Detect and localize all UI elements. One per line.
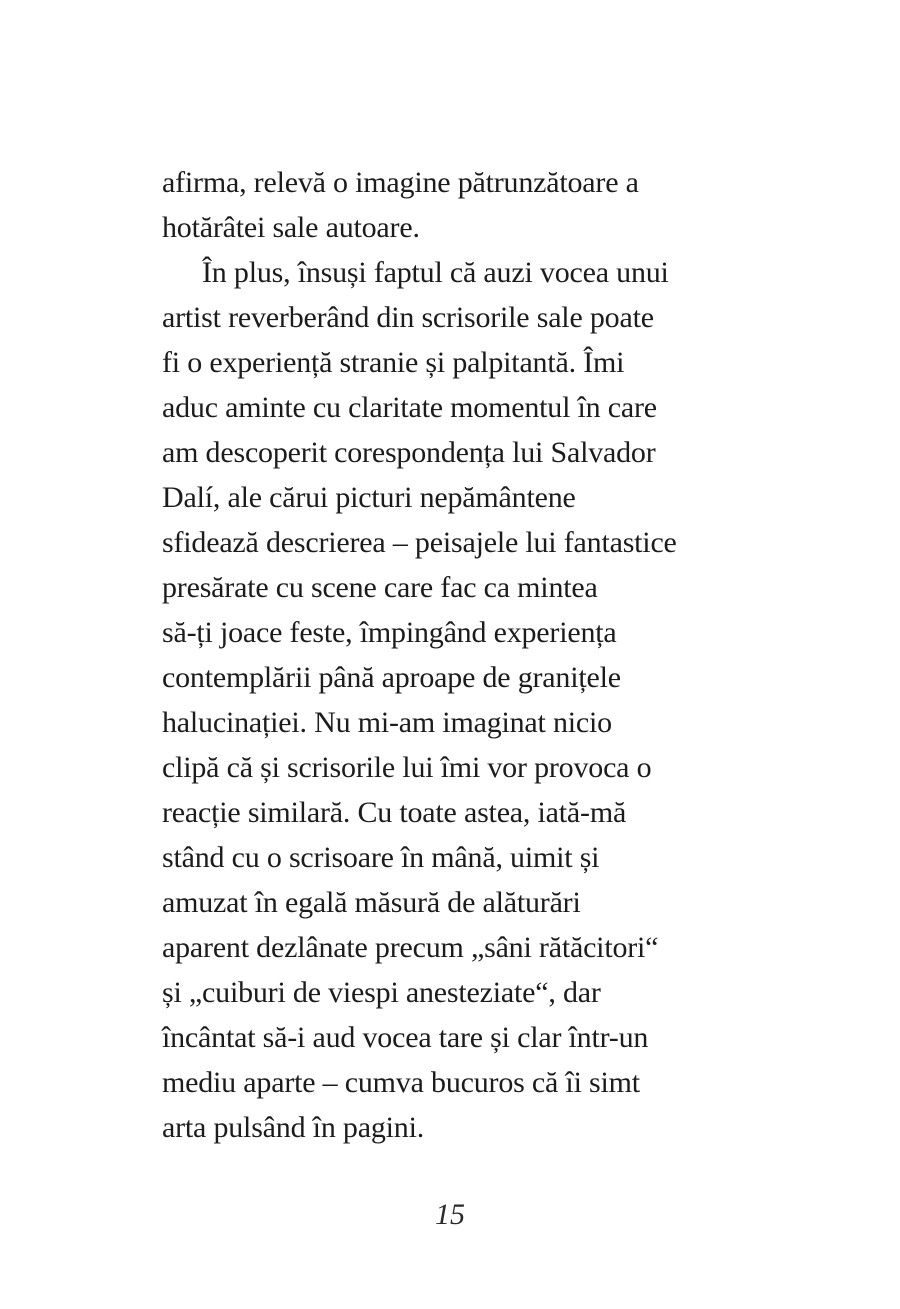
- text-line: artist reverberând din scrisorile sale poate: [162, 301, 654, 334]
- text-line: reacție similară. Cu toate astea, iată-mă: [162, 796, 627, 829]
- text-line: amuzat în egală măsură de alăturări: [162, 886, 581, 919]
- text-line: mediu aparte – cumva bucuros că îi simt: [162, 1066, 640, 1099]
- text-line: aparent dezlânate precum „sâni rătăcitori“: [162, 931, 659, 964]
- text-line: fi o experiență stranie și palpitantă. Îmi: [162, 346, 625, 379]
- page-number: 15: [435, 1198, 465, 1231]
- text-line-paragraph-start: În plus, însuși faptul că auzi vocea unui: [202, 256, 669, 289]
- text-line: clipă că și scrisorile lui îmi vor provoca o: [162, 751, 652, 784]
- text-line: și „cuiburi de viespi anesteziate“, dar: [162, 976, 601, 1009]
- text-line: sfidează descrierea – peisajele lui fantastice: [162, 526, 677, 559]
- text-line: stând cu o scrisoare în mână, uimit și: [162, 841, 600, 874]
- text-line: hotărâtei sale autoare.: [162, 211, 420, 244]
- body-text: [162, 160, 762, 1150]
- text-line: afirma, relevă o imagine pătrunzătoare a: [162, 166, 639, 199]
- text-line: să-ți joace feste, împingând experiența: [162, 616, 617, 649]
- text-line: Dalí, ale cărui picturi nepământene: [162, 481, 576, 514]
- text-line: presărate cu scene care fac ca mintea: [162, 571, 598, 604]
- text-line: aduc aminte cu claritate momentul în care: [162, 391, 657, 424]
- text-line: încântat să-i aud vocea tare și clar într-un: [162, 1021, 649, 1054]
- text-line: contemplării până aproape de granițele: [162, 661, 621, 694]
- text-line: arta pulsând în pagini.: [162, 1111, 425, 1144]
- text-line: am descoperit corespondența lui Salvador: [162, 436, 656, 469]
- text-line: halucinației. Nu mi-am imaginat nicio: [162, 706, 612, 739]
